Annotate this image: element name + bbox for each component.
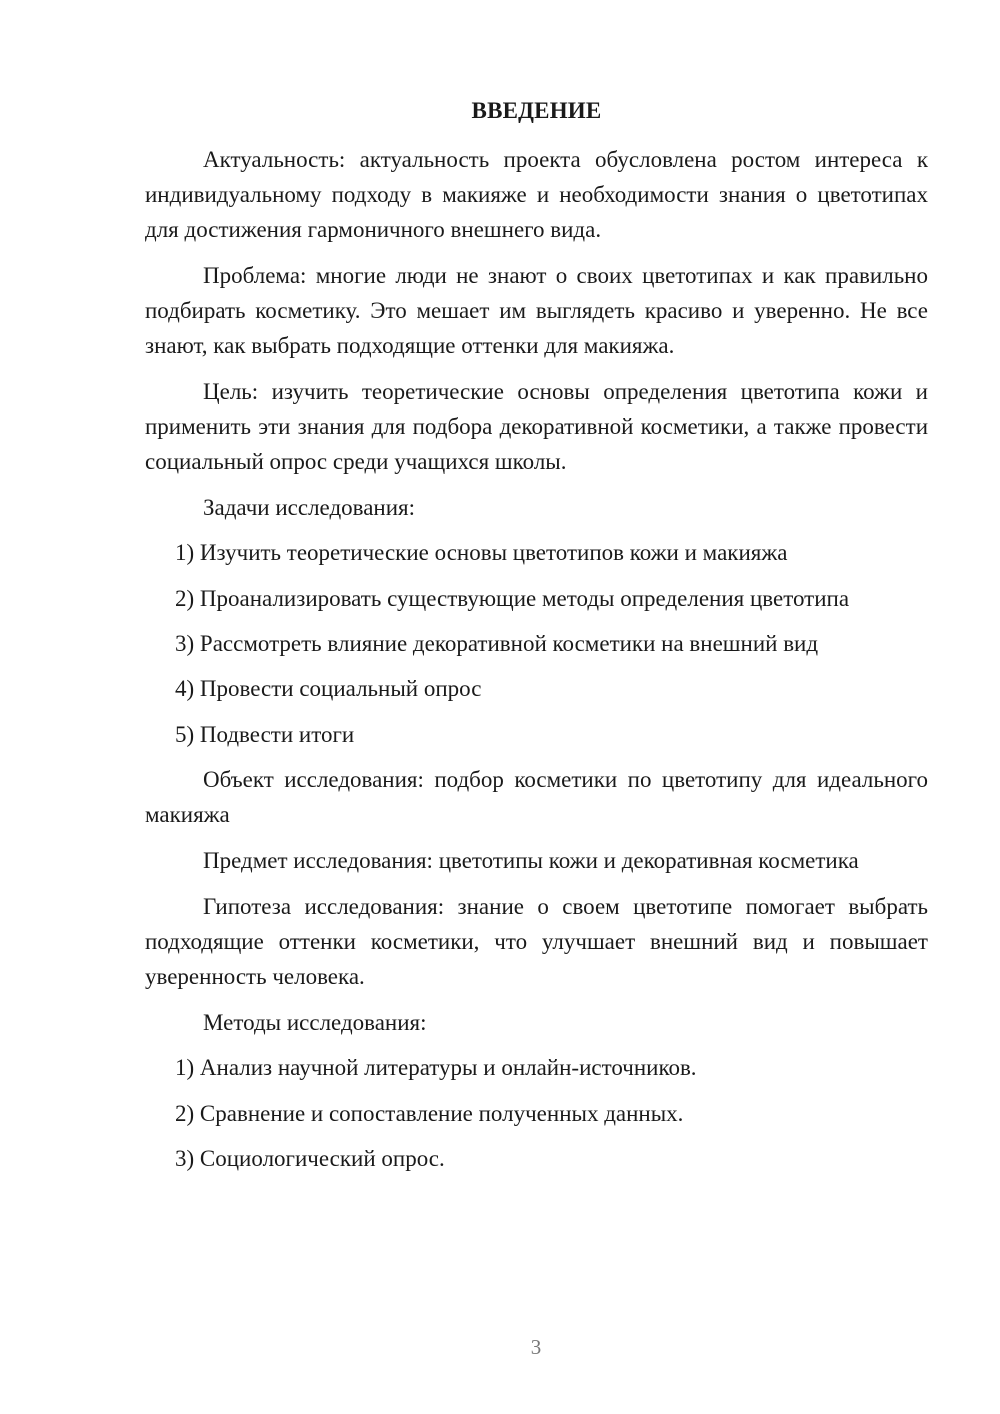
task-item: 3) Рассмотреть влияние декоративной косметики на внешний вид — [175, 631, 819, 656]
hypothesis-paragraph: Гипотеза исследования: знание о своем цветотипе помогает выбрать подходящие оттенки косметики, что улучшает внешний вид и повышает уверенность человека. — [145, 894, 928, 989]
goal-paragraph: Цель: изучить теоретические основы определения цветотипа кожи и применить эти знания для подбора декоративной косметики, а также провести социальный опрос среди учащихся школы. — [145, 379, 928, 474]
task-item: 4) Провести социальный опрос — [175, 676, 482, 701]
method-item: 2) Сравнение и сопоставление полученных данных. — [175, 1101, 684, 1126]
section-heading: ВВЕДЕНИЕ — [471, 98, 602, 123]
method-item: 1) Анализ научной литературы и онлайн-источников. — [175, 1055, 697, 1080]
methods-title: Методы исследования: — [203, 1010, 427, 1035]
method-item: 3) Социологический опрос. — [175, 1146, 445, 1171]
task-item: 1) Изучить теоретические основы цветотипов кожи и макияжа — [175, 540, 788, 565]
task-item: 2) Проанализировать существующие методы определения цветотипа — [175, 586, 850, 611]
problem-paragraph: Проблема: многие люди не знают о своих цветотипах и как правильно подбирать косметику. Это мешает им выглядеть красиво и уверенно. Не все знают, как выбрать подходящие оттенки для макияжа. — [145, 263, 928, 358]
relevance-paragraph: Актуальность: актуальность проекта обусловлена ростом интереса к индивидуальному подходу в макияже и необходимости знания о цветотипах для достижения гармоничного внешнего вида. — [145, 147, 928, 242]
page-number: 3 — [530, 1335, 542, 1359]
tasks-title: Задачи исследования: — [203, 495, 416, 520]
object-paragraph: Объект исследования: подбор косметики по цветотипу для идеального макияжа — [145, 767, 928, 827]
task-item: 5) Подвести итоги — [175, 722, 355, 747]
subject-paragraph: Предмет исследования: цветотипы кожи и декоративная косметика — [203, 848, 859, 873]
